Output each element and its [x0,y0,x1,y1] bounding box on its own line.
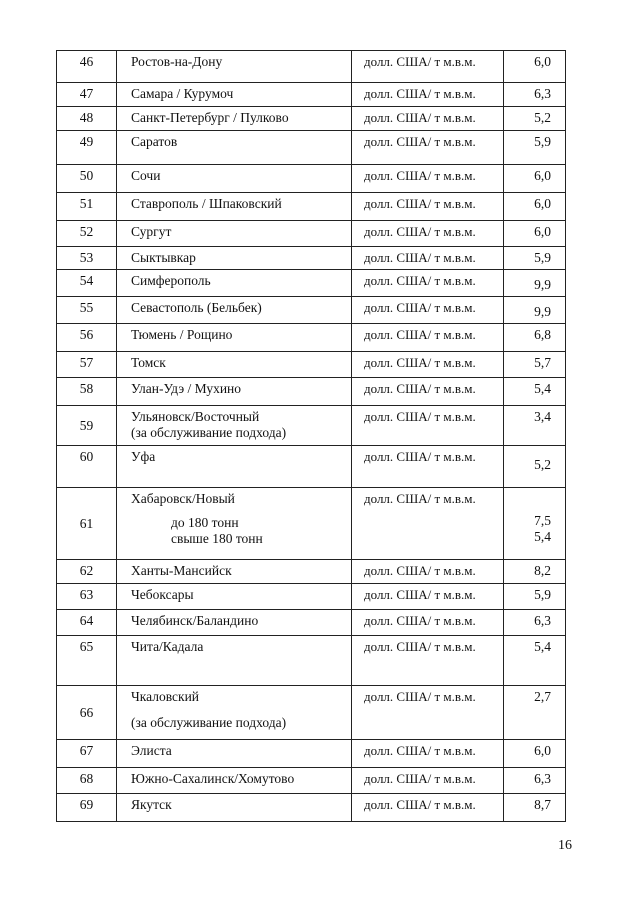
airport-name: (за обслуживание подхода) [131,425,287,440]
airport-name: Чебоксары [131,587,194,602]
rate-value: 6,0 [534,168,551,183]
airport-name-cell [117,51,352,83]
airport-name: Сочи [131,168,161,183]
rate-value-cell [504,352,566,378]
rate-value-cell [504,324,566,352]
table-row [57,193,566,221]
rate-value: 5,7 [534,355,551,370]
row-number: 59 [57,406,117,446]
airport-name-cell [117,686,352,740]
row-number: 62 [57,560,117,584]
rate-value-cell [504,83,566,107]
rate-value: 5,4 [534,529,551,544]
airport-name: Чкаловский [131,689,200,704]
table-row [57,165,566,193]
rate-value: 6,0 [534,224,551,239]
table-row [57,107,566,131]
row-number: 58 [57,378,117,406]
airport-name: Санкт-Петербург / Пулково [131,110,289,125]
rate-value: 6,3 [534,86,551,101]
table-row [57,131,566,165]
unit-cell: долл. США/ т м.в.м. [352,740,504,768]
row-number: 66 [57,686,117,740]
row-number: 61 [57,488,117,560]
rate-value-cell [504,51,566,83]
tariff-table-body [57,51,566,822]
airport-name-cell [117,270,352,297]
airport-name-cell [117,740,352,768]
rate-value-cell [504,584,566,610]
unit-cell: долл. США/ т м.в.м. [352,51,504,83]
rate-value-cell [504,446,566,488]
rate-value-cell [504,107,566,131]
rate-value: 6,0 [534,54,551,69]
rate-value: 5,4 [534,381,551,396]
table-row [57,324,566,352]
rate-value: 5,9 [534,134,551,149]
rate-value-cell [504,270,566,297]
rate-value: 6,0 [534,743,551,758]
airport-name: Улан-Удэ / Мухино [131,381,242,396]
unit-cell: долл. США/ т м.в.м. [352,193,504,221]
rate-value: 9,9 [534,304,551,319]
airport-name-cell [117,560,352,584]
row-number: 49 [57,131,117,165]
airport-name-cell [117,107,352,131]
rate-value-cell [504,165,566,193]
table-row [57,794,566,822]
row-number: 57 [57,352,117,378]
airport-name-cell [117,584,352,610]
table-row [57,740,566,768]
airport-name: Южно-Сахалинск/Хомутово [131,771,295,786]
airport-name: Симферополь [131,273,211,288]
airport-name: Сургут [131,224,172,239]
rate-value-cell [504,221,566,247]
airport-name-cell [117,406,352,446]
unit-cell: долл. США/ т м.в.м. [352,636,504,686]
airport-name-cell [117,610,352,636]
row-number: 47 [57,83,117,107]
airport-name-cell [117,446,352,488]
unit-cell: долл. США/ т м.в.м. [352,446,504,488]
table-row [57,83,566,107]
table-row [57,446,566,488]
row-number: 54 [57,270,117,297]
unit-cell: долл. США/ т м.в.м. [352,107,504,131]
unit-cell: долл. США/ т м.в.м. [352,560,504,584]
rate-value-cell [504,636,566,686]
rate-value-cell [504,378,566,406]
airport-name: Ставрополь / Шпаковский [131,196,282,211]
rate-value-cell [504,131,566,165]
table-row [57,270,566,297]
airport-name-cell [117,221,352,247]
row-number: 46 [57,51,117,83]
rate-value: 6,3 [534,613,551,628]
row-number: 67 [57,740,117,768]
row-number: 56 [57,324,117,352]
table-row [57,406,566,446]
table-row [57,560,566,584]
row-number: 65 [57,636,117,686]
rate-value: 6,8 [534,327,551,342]
unit-cell: долл. США/ т м.в.м. [352,131,504,165]
airport-name-cell [117,352,352,378]
rate-value: 2,7 [534,689,551,704]
unit-cell: долл. США/ т м.в.м. [352,352,504,378]
airport-name-cell [117,165,352,193]
airport-name: Сыктывкар [131,250,196,265]
table-row [57,636,566,686]
airport-name: Ростов-на-Дону [131,54,223,69]
row-number: 69 [57,794,117,822]
rate-value-cell [504,560,566,584]
airport-name: Элиста [131,743,172,758]
row-number: 55 [57,297,117,324]
table-row [57,297,566,324]
unit-cell: долл. США/ т м.в.м. [352,794,504,822]
rate-value: 5,2 [534,457,551,472]
page-number: 16 [558,838,572,853]
airport-name-cell [117,131,352,165]
unit-cell: долл. США/ т м.в.м. [352,488,504,560]
rate-value: 5,4 [534,639,551,654]
rate-value-cell [504,740,566,768]
rate-value-cell [504,406,566,446]
airport-name-cell [117,324,352,352]
airport-name-cell [117,378,352,406]
rate-value: 3,4 [534,409,551,424]
row-number: 52 [57,221,117,247]
rate-value-cell [504,794,566,822]
airport-name: Челябинск/Баландино [131,613,259,628]
unit-cell: долл. США/ т м.в.м. [352,406,504,446]
airport-name: свыше 180 тонн [171,531,263,546]
table-row [57,247,566,270]
rate-value-cell [504,247,566,270]
unit-cell: долл. США/ т м.в.м. [352,83,504,107]
airport-name: Севастополь (Бельбек) [131,300,262,315]
rate-value-cell [504,193,566,221]
row-number: 51 [57,193,117,221]
row-number: 48 [57,107,117,131]
row-number: 50 [57,165,117,193]
rate-value: 5,9 [534,250,551,265]
unit-cell: долл. США/ т м.в.м. [352,324,504,352]
rate-value-cell [504,610,566,636]
airport-name: Саратов [131,134,178,149]
table-row [57,488,566,560]
airport-name-cell [117,768,352,794]
airport-name: Тюмень / Рощино [131,327,233,342]
airport-name-cell [117,636,352,686]
table-row [57,352,566,378]
airport-name: (за обслуживание подхода) [131,715,287,730]
airport-name: Чита/Кадала [131,639,204,654]
rate-value: 5,2 [534,110,551,125]
row-number: 53 [57,247,117,270]
airport-name: Ханты-Мансийск [131,563,232,578]
row-number: 64 [57,610,117,636]
rate-value: 6,3 [534,771,551,786]
table-row [57,768,566,794]
rate-value: 7,5 [534,513,551,528]
unit-cell: долл. США/ т м.в.м. [352,610,504,636]
airport-name: Самара / Курумоч [131,86,234,101]
unit-cell: долл. США/ т м.в.м. [352,378,504,406]
airport-name: Томск [131,355,166,370]
row-number: 60 [57,446,117,488]
airport-name-cell [117,83,352,107]
airport-name: до 180 тонн [171,515,239,530]
rate-value: 8,2 [534,563,551,578]
rate-value: 9,9 [534,277,551,292]
unit-cell: долл. США/ т м.в.м. [352,221,504,247]
table-row [57,378,566,406]
tariff-table [56,50,566,822]
airport-name-cell [117,794,352,822]
airport-name: Ульяновск/Восточный [131,409,260,424]
row-number: 68 [57,768,117,794]
table-row [57,610,566,636]
unit-cell: долл. США/ т м.в.м. [352,686,504,740]
table-row [57,584,566,610]
table-row [57,51,566,83]
airport-name-cell [117,297,352,324]
rate-value: 6,0 [534,196,551,211]
rate-value: 8,7 [534,797,551,812]
unit-cell: долл. США/ т м.в.м. [352,768,504,794]
rate-value-cell [504,768,566,794]
airport-name-cell [117,247,352,270]
rate-value-cell [504,488,566,560]
unit-cell: долл. США/ т м.в.м. [352,584,504,610]
airport-name-cell [117,193,352,221]
table-row [57,221,566,247]
unit-cell: долл. США/ т м.в.м. [352,247,504,270]
table-row [57,686,566,740]
unit-cell: долл. США/ т м.в.м. [352,297,504,324]
airport-name: Хабаровск/Новый [131,491,235,506]
row-number: 63 [57,584,117,610]
airport-name: Уфа [131,449,156,464]
rate-value: 5,9 [534,587,551,602]
unit-cell: долл. США/ т м.в.м. [352,165,504,193]
rate-value-cell [504,686,566,740]
airport-name-cell [117,488,352,560]
airport-name: Якутск [131,797,172,812]
rate-value-cell [504,297,566,324]
unit-cell: долл. США/ т м.в.м. [352,270,504,297]
